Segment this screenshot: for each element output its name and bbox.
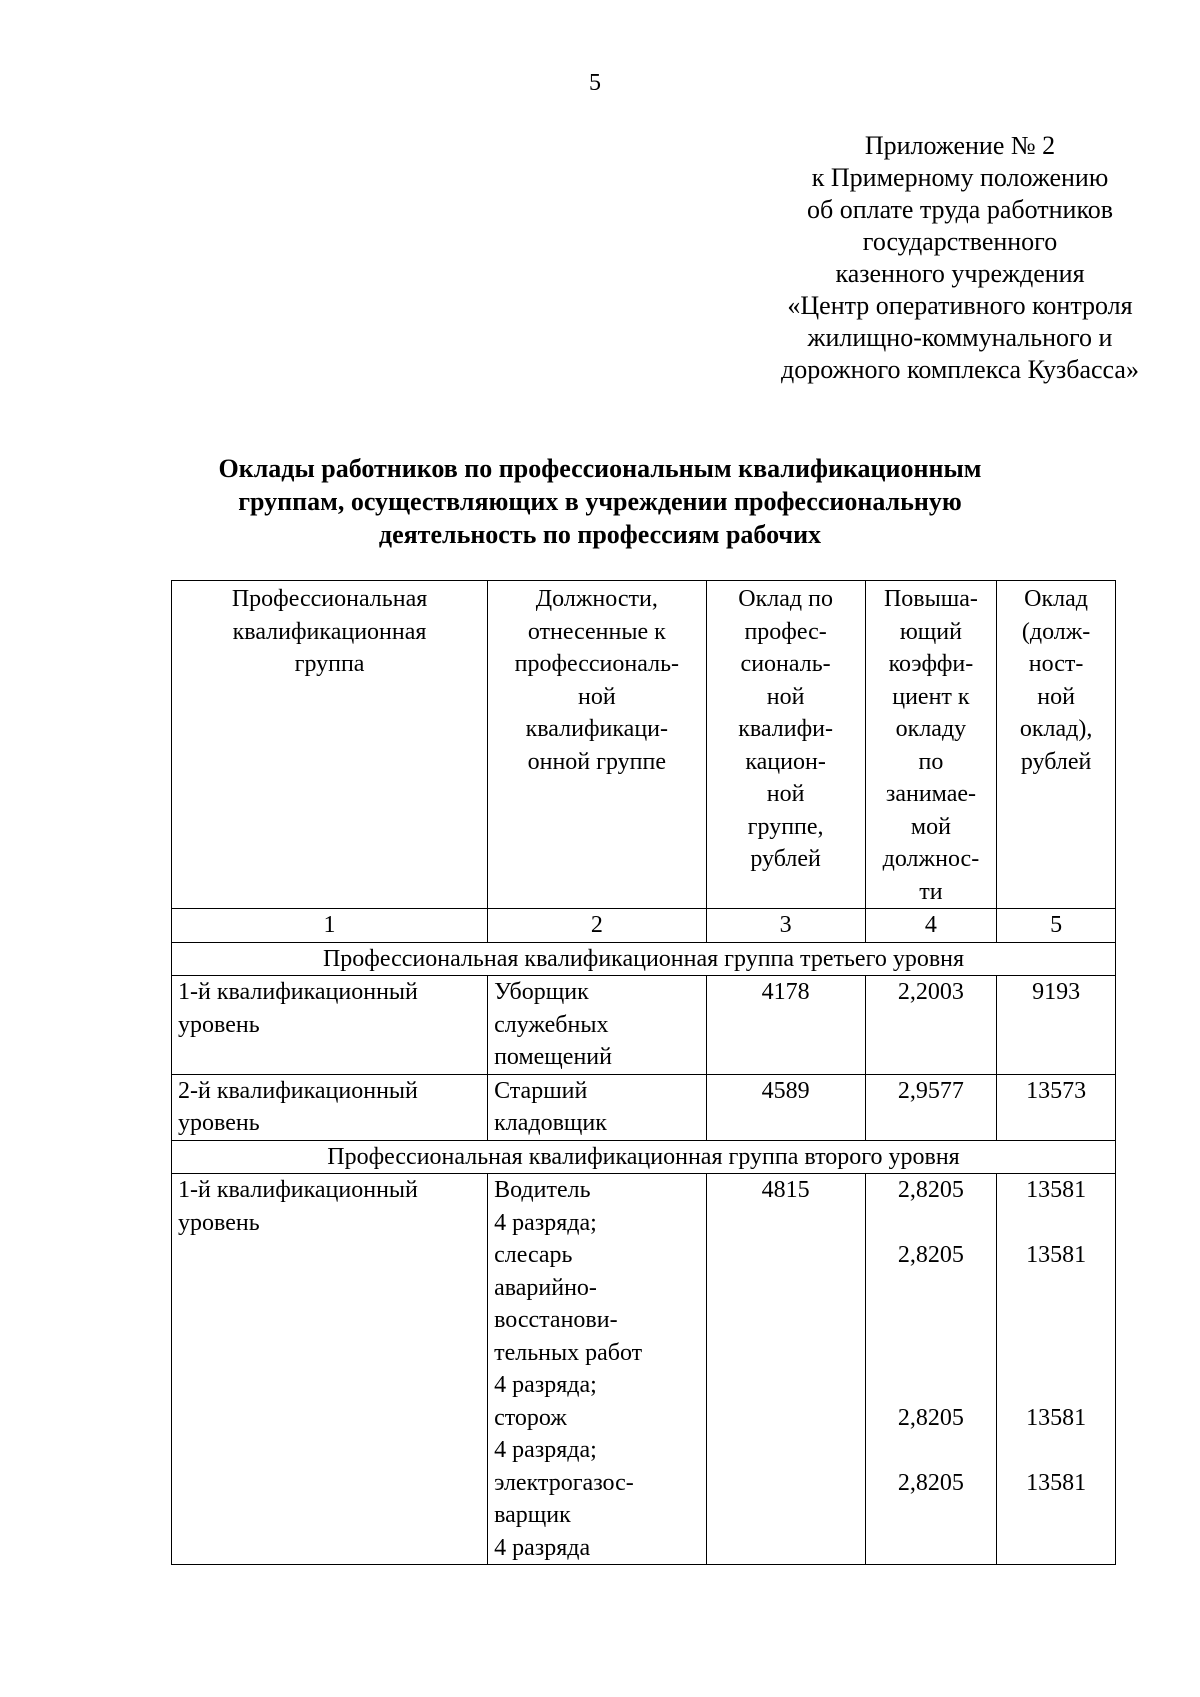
coefficient-cell (865, 1174, 997, 1565)
level-line: 1-й квалификационный (178, 1177, 418, 1203)
header-cell-group (172, 581, 488, 909)
level-cell (172, 1074, 488, 1140)
position-line: тельных работ (494, 1339, 643, 1366)
header-line: оклад), (1019, 716, 1093, 742)
coefficient-cell: 2,9577 (865, 1074, 997, 1140)
positions-cell (488, 976, 706, 1075)
header-line: Профессиональная (231, 586, 428, 612)
appendix-line: казенного учреждения (835, 259, 1085, 288)
header-line: Оклад (1024, 586, 1088, 612)
position-line: слесарь (494, 1242, 573, 1268)
appendix-line: Приложение № 2 (864, 131, 1056, 160)
coefficient-cell: 2,2003 (865, 976, 997, 1075)
header-line: Повыша- (883, 586, 978, 612)
positions-cell (488, 1174, 706, 1565)
header-line: группе, (747, 813, 824, 840)
total-salary-value: 13581 (1026, 1404, 1087, 1431)
table-header-row (172, 581, 1116, 909)
level-line: 2-й квалификационный (178, 1077, 418, 1104)
base-salary-cell: 4178 (706, 976, 865, 1075)
coefficient-value: 2,8205 (897, 1242, 964, 1268)
positions-cell (488, 1074, 706, 1140)
appendix-line: об оплате труда работников (806, 195, 1114, 224)
table-row (172, 1074, 1116, 1140)
position-line: варщик (494, 1502, 571, 1528)
header-line: профессиональ- (514, 651, 680, 677)
column-number: 4 (865, 909, 997, 943)
appendix-line: жилищно-коммунального и (807, 323, 1113, 352)
title-line: группам, осуществляющих в учреждении профессиональную (238, 487, 962, 516)
level-line: уровень (178, 1209, 260, 1236)
position-line: аварийно- (494, 1274, 597, 1301)
header-line: мой (910, 813, 951, 840)
header-line: должнос- (882, 846, 980, 872)
header-line: квалификационная (232, 618, 427, 645)
header-line: Оклад по (738, 586, 833, 612)
column-number: 3 (706, 909, 865, 943)
header-line: онной группе (527, 748, 667, 775)
header-line: ност- (1028, 651, 1084, 677)
level-cell (172, 1174, 488, 1565)
position-line: восстанови- (494, 1307, 618, 1333)
appendix-line: дорожного комплекса Кузбасса» (781, 355, 1139, 384)
total-salary-value: 13581 (1026, 1177, 1087, 1203)
total-salary-value: 13581 (1026, 1242, 1087, 1268)
position-line: помещений (494, 1044, 612, 1070)
title-line: деятельность по профессиям рабочих (378, 520, 822, 549)
header-line: квалифи- (738, 716, 833, 742)
position-line: Уборщик (494, 979, 589, 1005)
coefficient-value: 2,8205 (897, 1177, 964, 1203)
header-line: занимае- (885, 781, 976, 807)
level-line: 1-й квалификационный (178, 979, 418, 1005)
base-salary-cell: 4589 (706, 1074, 865, 1140)
total-salary-cell: 9193 (997, 976, 1116, 1075)
document-title (140, 452, 1060, 551)
header-line: ной (577, 683, 616, 710)
position-line: сторож (494, 1404, 567, 1431)
appendix-header (700, 130, 1200, 386)
header-line: ной (766, 781, 805, 807)
appendix-line: «Центр оперативного контроля (787, 291, 1133, 320)
header-line: Должности, (535, 586, 658, 612)
table-row (172, 1174, 1116, 1565)
position-line: 4 разряда; (494, 1209, 597, 1236)
header-line: ной (1037, 683, 1075, 710)
header-cell-base-salary (706, 581, 865, 909)
group-heading-third-level: Профессиональная квалификационная группа третьего уровня (172, 942, 1116, 976)
position-line: 4 разряда; (494, 1372, 597, 1398)
header-line: ной (766, 683, 805, 710)
base-salary-cell (706, 1174, 865, 1565)
coefficient-value: 2,8205 (897, 1469, 964, 1496)
level-cell (172, 976, 488, 1075)
salary-table (171, 580, 1116, 1565)
column-number-row (172, 909, 1116, 943)
header-line: рублей (750, 846, 821, 872)
coefficient-value: 2,8205 (897, 1404, 964, 1431)
total-salary-value: 13581 (1026, 1469, 1087, 1496)
appendix-line: к Примерному положению (811, 163, 1109, 192)
header-line: сиональ- (740, 651, 831, 677)
group-heading-row (172, 1140, 1116, 1174)
total-salary-cell: 13573 (997, 1074, 1116, 1140)
header-line: рублей (1020, 748, 1092, 775)
column-number: 1 (172, 909, 488, 943)
column-number: 2 (488, 909, 706, 943)
header-cell-total-salary (997, 581, 1116, 909)
title-line: Оклады работников по профессиональным квалификационным (218, 454, 982, 483)
position-line: 4 разряда; (494, 1437, 597, 1463)
header-line: (долж- (1021, 618, 1091, 645)
header-line: окладу (895, 716, 967, 742)
level-line: уровень (178, 1110, 260, 1136)
level-line: уровень (178, 1011, 260, 1038)
header-line: квалификаци- (525, 716, 669, 742)
position-line: кладовщик (494, 1110, 607, 1136)
position-line: Водитель (494, 1177, 591, 1203)
appendix-line: государственного (862, 227, 1058, 256)
column-number: 5 (997, 909, 1116, 943)
header-line: по (918, 748, 944, 775)
header-line: циент к (892, 683, 970, 710)
position-line: электрогазос- (494, 1469, 634, 1496)
position-line: 4 разряда (494, 1534, 591, 1561)
group-heading-row (172, 942, 1116, 976)
page-number: 5 (589, 70, 601, 96)
position-line: служебных (494, 1011, 609, 1038)
header-line: ти (919, 878, 943, 905)
group-heading-second-level: Профессиональная квалификационная группа второго уровня (172, 1140, 1116, 1174)
header-line: ющий (899, 618, 962, 645)
header-cell-positions (488, 581, 706, 909)
header-line: коэффи- (888, 651, 974, 677)
header-cell-coefficient (865, 581, 997, 909)
table-row (172, 976, 1116, 1075)
position-line: Старший (494, 1077, 588, 1104)
header-line: кацион- (745, 748, 826, 775)
header-line: группа (294, 651, 365, 677)
base-salary-value: 4815 (761, 1177, 810, 1203)
total-salary-cell (997, 1174, 1116, 1565)
header-line: профес- (744, 618, 827, 645)
header-line: отнесенные к (527, 618, 666, 645)
